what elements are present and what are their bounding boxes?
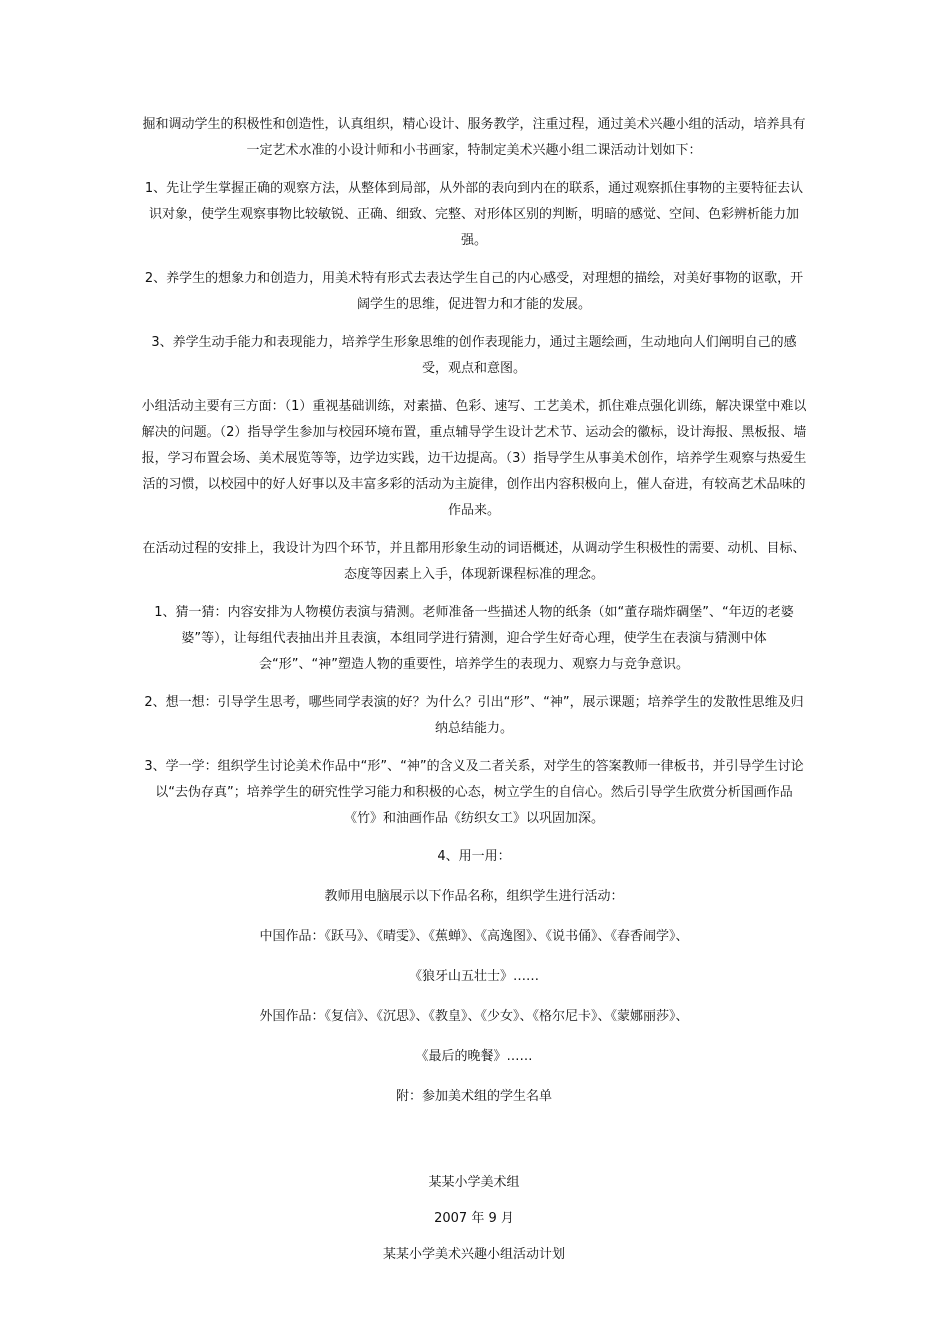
step-paragraph-4: 4、用一用：	[437, 849, 511, 864]
chinese-works-line-1: 中国作品：《跃马》、《晴雯》、《蕉蝉》、《高逸图》、《说书俑》、《春香闹学》、	[259, 929, 689, 944]
footer-title: 某某小学美术兴趣小组活动计划	[382, 1247, 565, 1262]
step-paragraph-1: 1、猜一猜：内容安排为人物模仿表演与猜测。老师准备一些描述人物的纸条（如“董存瑞炸碉堡”、“年迈的老婆婆”等），让每组代表抽出并且表演，本组同学进行猜测，迎合学生好奇心理，使学生在表演与猜测中体会“形”、“神”塑造人物的重要性，培养学生的表现力、观察力与竞争意识。	[154, 605, 794, 672]
activities-paragraph: 小组活动主要有三方面：（1）重视基础训练，对素描、色彩、速写、工艺美术，抓住难点强化训练，解决课堂中难以解决的问题。（2）指导学生参加与校园环境布置，重点辅导学生设计艺术节、运动会的徽标，设计海报、黑板报、墙报，学习布置会场、美术展览等等，边学边实践，边干边提高。（3）指导学生从事美术创作，培养学生观察与热爱生活的习惯，以校园中的好人好事以及丰富多彩的活动为主旋律，创作出内容积极向上，催人奋进，有较高艺术品味的作品来。	[141, 399, 807, 518]
signature-date: 2007 年 9 月	[434, 1211, 514, 1226]
process-intro-paragraph: 在活动过程的安排上，我设计为四个环节，并且都用形象生动的词语概述，从调动学生积极性的需要、动机、目标、态度等因素上入手，体现新课程标准的理念。	[142, 541, 806, 582]
goal-paragraph-2: 2、养学生的想象力和创造力，用美术特有形式去表达学生自己的内心感受，对理想的描绘，对美好事物的讴歌，开阔学生的思维，促进智力和才能的发展。	[144, 271, 804, 312]
chinese-works-line-2: 《狼牙山五壮士》……	[408, 969, 539, 984]
goal-paragraph-3: 3、养学生动手能力和表现能力，培养学生形象思维的创作表现能力，通过主题绘画，生动地向人们阐明自己的感受，观点和意图。	[151, 335, 797, 376]
step-paragraph-2: 2、想一想：引导学生思考，哪些同学表演的好？为什么？引出“形”、“神”，展示课题；培养学生的发散性思维及归纳总结能力。	[144, 695, 804, 736]
foreign-works-line-1: 外国作品：《复信》、《沉思》、《教皇》、《少女》、《格尔尼卡》、《蒙娜丽莎》、	[259, 1009, 689, 1024]
intro-paragraph: 掘和调动学生的积极性和创造性，认真组织，精心设计、服务教学，注重过程，通过美术兴趣小组的活动，培养具有一定艺术水准的小设计师和小书画家，特制定美术兴趣小组二课活动计划如下：	[142, 117, 806, 158]
signature-spacer	[140, 1122, 808, 1170]
document-body	[140, 112, 808, 1278]
goal-paragraph-1: 1、先让学生掌握正确的观察方法，从整体到局部，从外部的表向到内在的联系，通过观察抓住事物的主要特征去认识对象，使学生观察事物比较敏锐、正确、细致、完整、对形体区别的判断，明暗的感觉、空间、色彩辨析能力加强。	[144, 181, 804, 248]
foreign-works-line-2: 《最后的晚餐》……	[415, 1049, 533, 1064]
step-paragraph-3: 3、学一学：组织学生讨论美术作品中“形”、“神”的含义及二者关系，对学生的答案教师一律板书，并引导学生讨论以“去伪存真”；培养学生的研究性学习能力和积极的心态，树立学生的自信心。然后引导学生欣赏分析国画作品《竹》和油画作品《纺织女工》以巩固加深。	[144, 759, 804, 826]
appendix-line: 附：参加美术组的学生名单	[395, 1089, 552, 1104]
signature-org: 某某小学美术组	[428, 1175, 520, 1190]
display-intro-line: 教师用电脑展示以下作品名称，组织学生进行活动：	[324, 889, 624, 904]
